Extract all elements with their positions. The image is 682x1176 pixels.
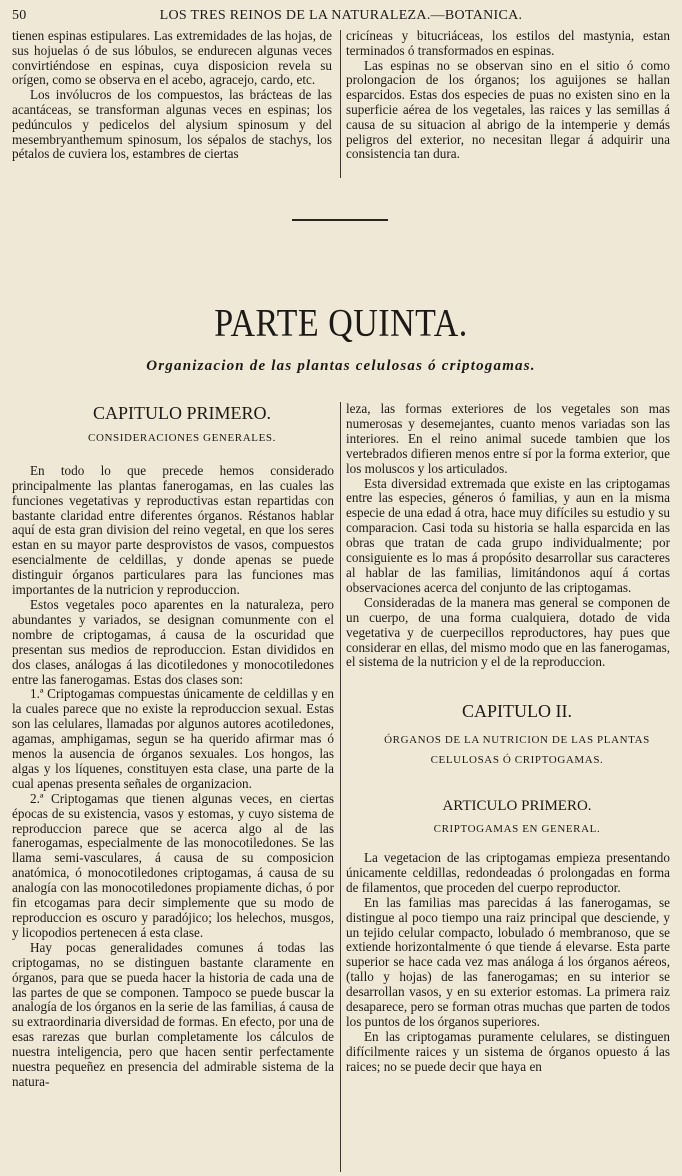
top-left-column xyxy=(12,29,332,162)
paragraph: 1.ª Criptogamas compuestas únicamente de celdillas y en la cuales parece que no existe la reproduccion sexual. Estas son las celulares, llamadas por algunos autores acotiledones, agamas, amphigamas, segun se ha querido afirmar mas ó menos la ausencia de órganos sexuales. Los hongos, las algas y los líquenes, constituyen esta clase, una parte de la cual apenas presenta señales de organizacion. xyxy=(12,686,334,791)
top-right-column xyxy=(346,29,670,162)
paragraph: La vegetacion de las criptogamas empieza presentando únicamente celdillas, redondeadas ó prolongadas en forma de filamentos, que proceden del cuerpo reproductor. xyxy=(346,850,670,895)
section-divider xyxy=(292,219,388,221)
left-column xyxy=(12,400,334,1090)
right-column xyxy=(346,402,670,1075)
chapter-subtitle: ÓRGANOS DE LA NUTRICION DE LAS PLANTAS xyxy=(384,734,650,747)
paragraph: tienen espinas estipulares. Las extremidades de las hojas, de sus hojuelas ó de sus lóbulos, se endurecen algunas veces convirtiéndose en espinas, cuya disposicion revela su orígen, como se observa en el acebo, agracejo, cardo, etc. xyxy=(12,28,332,88)
page-number: 50 xyxy=(12,8,27,23)
paragraph: En las criptogamas puramente celulares, se distinguen difícilmente raices y un sistema de órganos opuesto á las raices; no se puede decir que haya en xyxy=(346,1028,670,1074)
chapter-subtitle: CELULOSAS Ó CRIPTOGAMAS. xyxy=(430,754,604,767)
article-subtitle: CRIPTOGAMAS EN GENERAL. xyxy=(433,823,601,836)
paragraph: Esta diversidad extremada que existe en las criptogamas entre las especies, géneros ó familias, y aun en la misma especie de una edad á otra, hace muy difíciles su estudio y su comparacion. Casi toda su historia se halla esparcida en las obras que tratan de cada grupo individualmente; por consiguiente es lo mas á propósito desarrollar sus caracteres al hablar de las familias, limitándonos aquí á cortas observaciones acerca del conjunto de las criptogamas. xyxy=(346,475,670,595)
running-title: LOS TRES REINOS DE LA NATURALEZA.—BOTANICA. xyxy=(159,8,523,23)
paragraph: leza, las formas exteriores de los vegetales son mas numerosas y desemejantes, cuanto menos variadas son las interiores. En el reino animal sucede tambien que los vertebrados difieren menos entre sí por la forma exterior, que los moluscos y los articulados. xyxy=(346,401,670,476)
paragraph: 2.ª Criptogamas que tienen algunas veces, en ciertas épocas de su existencia, vasos y estomas, y cuyo sistema de reproduccion parece que se acerca algo al de las fanerogamas, especialmente de las monocotiledones. Se las llama semi-vasculares, á causa de su composicion anatómica, ó monocotiledones criptogamas, á causa de su analogía con las monocotiledones propiamente dichas, ó por fin etcogamas para decir simplemente que su modo de reproduccion es oscuro y paradójico; los helechos, musgos, y licopodios pertenecen á esta clase. xyxy=(12,790,334,940)
paragraph: Hay pocas generalidades comunes á todas las criptogamas, no se distinguen bastante claramente en órganos, para que se pueda hacer la historia de cada una de las partes de que se componen. Tampoco se puede buscar la analogía de los órganos en la serie de las familias, á causa de su extraordinaria diversidad de formas. En efecto, por una de esas rarezas que burlan completamente los cálculos de nuestra inteligencia, pero que hacen sentir perfectamente nuestra pequeñez en presencia del admirable sistema de la natura- xyxy=(12,939,334,1089)
column-divider xyxy=(340,30,341,178)
paragraph: En las familias mas parecidas á las fanerogamas, se distingue al poco tiempo una raiz principal que desciende, y un tejido celular compacto, lobulado ó membranoso, que se extiende horizontalmente ó que tiende á elevarse. Esta parte superior se hace cada vez mas análoga á los órganos aéreos, (tallo y hojas) de las fanerogamas; en su interior se desarrollan vasos, y en su exterior estomas. La primera raiz desaparece, pero se forman otras muchas que parten de todos los puntos de los órganos superiores. xyxy=(346,894,670,1029)
paragraph: Consideradas de la manera mas general se componen de un cuerpo, de una forma cualquiera, dotado de vida vegetativa y de cuerpecillos reproductores, hay pues que considerar en ellas, del mismo modo que en las fanerogamas, el sistema de la nutricion y el de la reproduccion. xyxy=(346,594,670,670)
part-title: PARTE QUINTA. xyxy=(214,302,468,345)
article-title: ARTICULO PRIMERO. xyxy=(442,798,592,815)
paragraph: Estos vegetales poco aparentes en la naturaleza, pero abundantes y variados, se designan comunmente con el nombre de criptogamas, á causa de la oscuridad que presentan sus medios de reproduccion. Estan divididos en dos clases, análogas á las dicotiledones y monocotiledones entre las fanerogamas. Estas dos clases son: xyxy=(12,596,334,687)
part-subtitle: Organizacion de las plantas celulosas ó criptogamas. xyxy=(146,358,536,374)
paragraph: cricíneas y bitucriáceas, los estilos del mastynia, estan terminados ó transformados en espinas. xyxy=(346,28,670,58)
chapter-subtitle: CONSIDERACIONES GENERALES. xyxy=(88,431,276,444)
paragraph: Los invólucros de los compuestos, las brácteas de las acantáceas, se transforman algunas veces en espinas; los pedúnculos y pedicelos del alysium spinosum y del mesembryanthemum spinosum, los sépalos de stachys, los pétalos de cuviera los, estambres de ciertas xyxy=(12,87,332,162)
page-header xyxy=(10,6,672,26)
chapter-title: CAPITULO II. xyxy=(462,701,572,722)
column-divider xyxy=(340,402,341,1172)
chapter-title: CAPITULO PRIMERO. xyxy=(92,403,271,423)
paragraph: En todo lo que precede hemos considerado principalmente las plantas fanerogamas, en las cuales las funciones vegetativas y reproductivas estan repartidas con bastante claridad entre diferentes órganos. Réstanos hablar aquí de esta gran division del reino vegetal, en que los seres estan en su mayor parte desprovistos de vasos, compuestos esencialmente de celdillas, y donde apenas se puede distinguir órganos particulares para las funciones mas importantes de la nutricion y reproduccion. xyxy=(12,462,334,598)
paragraph: Las espinas no se observan sino en el sitio ó como prolongacion de los órganos; los aguijones se hallan esparcidos. Estas dos especies de puas no existen sino en la superficie aérea de los vegetales, las raices y las semillas á causa de su situacion al abrigo de la intemperie y demás peligros del exterior, no necesitan llegar á adquirir una consistencia tan dura. xyxy=(346,57,670,162)
